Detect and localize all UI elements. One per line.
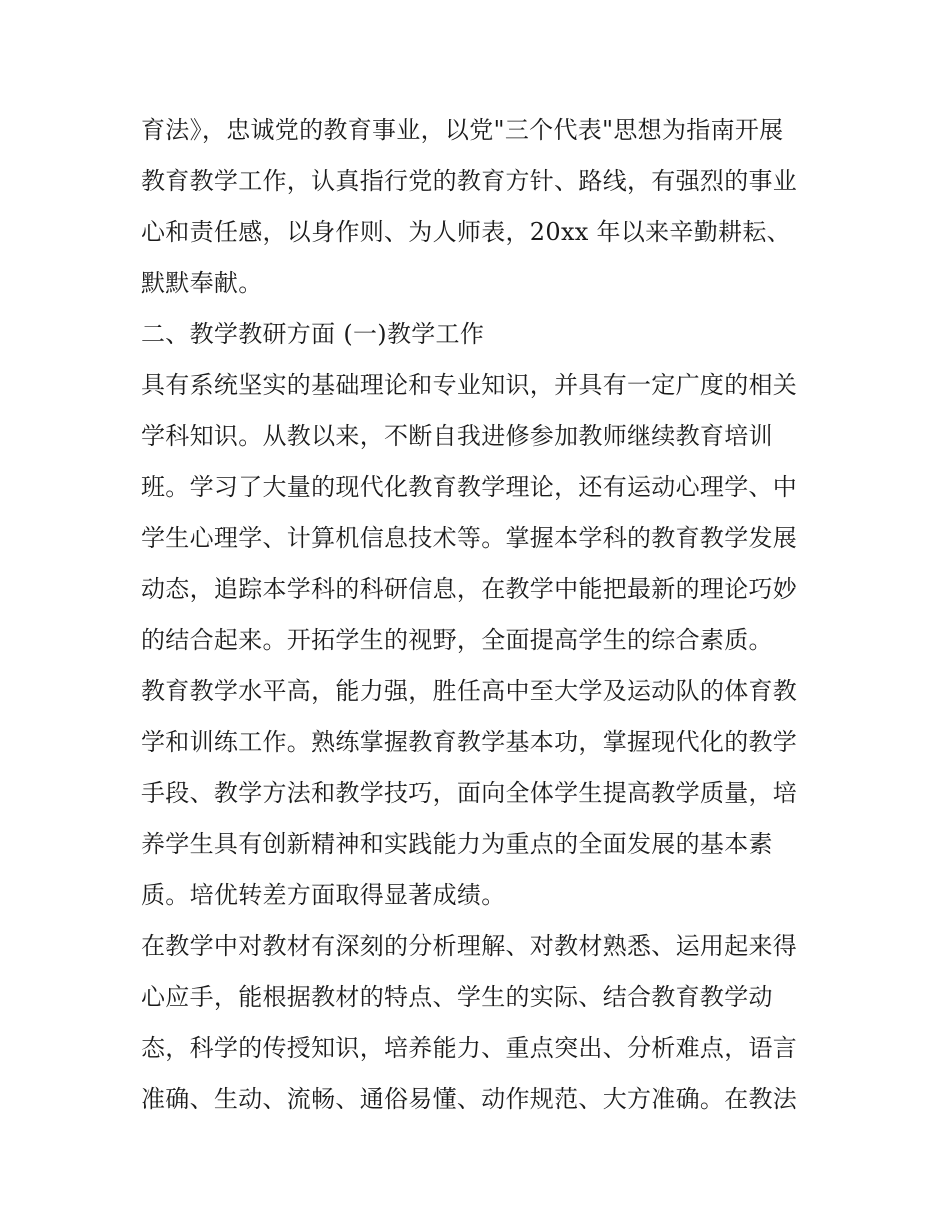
text-line: 心和责任感，以身作则、为人师表，20xx 年以来辛勤耕耘、 [141, 218, 791, 246]
text-line: 学生心理学、计算机信息技术等。掌握本学科的教育教学发展 [141, 524, 798, 552]
text-line: 具有系统坚实的基础理论和专业知识，并具有一定广度的相关 [141, 371, 798, 399]
text-line: 动态，追踪本学科的科研信息，在教学中能把最新的理论巧妙 [141, 575, 798, 603]
text-line: 教育教学工作，认真指行党的教育方针、路线，有强烈的事业 [141, 167, 798, 195]
text-line: 学和训练工作。熟练掌握教育教学基本功，掌握现代化的教学 [141, 728, 798, 756]
text-line: 在教学中对教材有深刻的分析理解、对教材熟悉、运用起来得 [141, 932, 798, 960]
text-line: 学科知识。从教以来，不断自我进修参加教师继续教育培训 [141, 422, 773, 450]
text-line: 态，科学的传授知识，培养能力、重点突出、分析难点，语言 [141, 1034, 798, 1062]
text-line: 心应手，能根据教材的特点、学生的实际、结合教育教学动 [141, 983, 773, 1011]
text-line: 手段、教学方法和教学技巧，面向全体学生提高教学质量，培 [141, 779, 798, 807]
text-line: 准确、生动、流畅、通俗易懂、动作规范、大方准确。在教法 [141, 1085, 798, 1113]
text-line: 质。培优转差方面取得显著成绩。 [141, 881, 506, 909]
text-line: 的结合起来。开拓学生的视野，全面提高学生的综合素质。 [141, 626, 773, 654]
text-line: 班。学习了大量的现代化教育教学理论，还有运动心理学、中 [141, 473, 798, 501]
text-line: 默默奉献。 [141, 269, 263, 297]
text-line: 养学生具有创新精神和实践能力为重点的全面发展的基本素 [141, 830, 773, 858]
text-line: 教育教学水平高，能力强，胜任高中至大学及运动队的体育教 [141, 677, 798, 705]
text-line: 育法》，忠诚党的教育事业，以党"三个代表"思想为指南开展 [141, 116, 784, 144]
section-heading: 二、教学教研方面 (一)教学工作 [141, 320, 485, 348]
